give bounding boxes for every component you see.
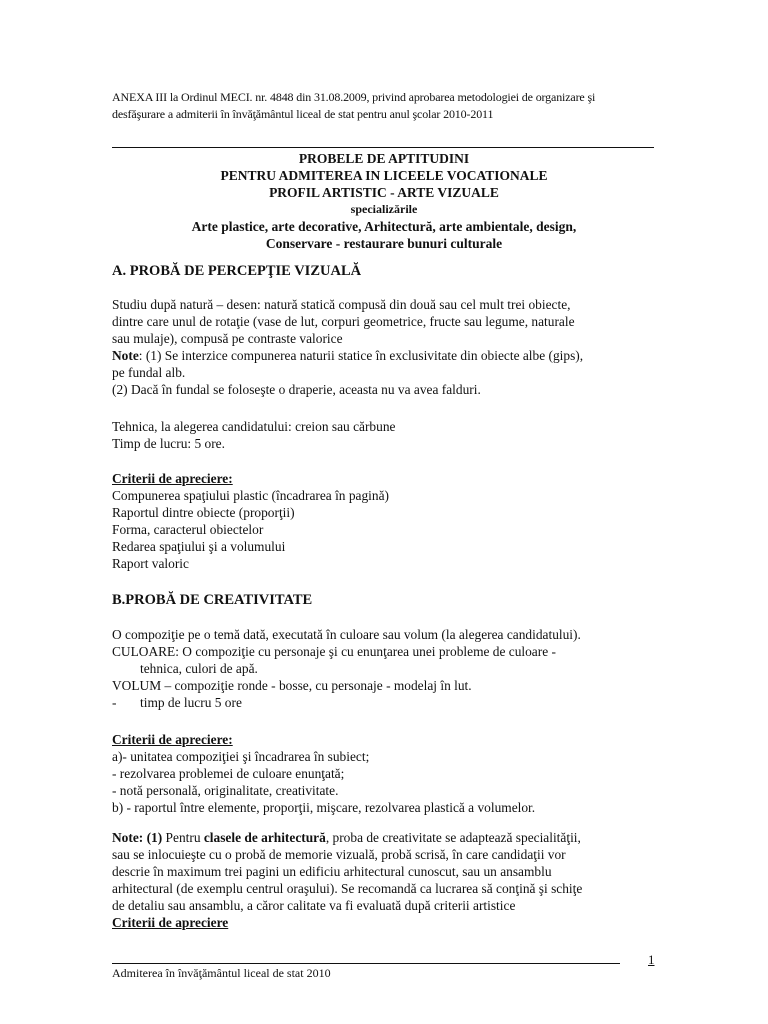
section-a-p1-line2: dintre care unul de rotaţie (vase de lut, corpuri geometrice, fructe sau legume, naturale — [112, 314, 575, 329]
section-a-paragraph — [112, 296, 656, 398]
criteria-b-item: - rezolvarea problemei de culoare enunţată; — [112, 766, 345, 781]
note-text: : (1) Se interzice compunerea naturii statice în exclusivitate din obiecte albe (gips), — [138, 348, 584, 363]
section-a-note-line1 — [112, 347, 656, 364]
section-b-p3: VOLUM – compoziţie ronde - bosse, cu personaje - modelaj în lut. — [112, 678, 472, 693]
note-label: Note — [112, 348, 139, 363]
annex-line-2: desfăşurare a admiterii în învăţământul liceal de stat pentru anul şcolar 2010-2011 — [112, 107, 494, 121]
technique-line: Tehnica, la alegerea candidatului: creion sau cărbune — [112, 419, 396, 434]
title-line-5: Arte plastice, arte decorative, Arhitectură, arte ambientale, design, — [191, 219, 577, 234]
criteria-a-item: Forma, caracterul obiectelor — [112, 522, 264, 537]
document-page — [112, 0, 656, 1024]
section-a-note-line2: pe fundal alb. — [112, 365, 186, 380]
page-number: 1 — [648, 952, 655, 967]
note-b-line2: sau se inlocuieşte cu o probă de memorie vizuală, probă scrisă, în care candidaţii vor — [112, 847, 566, 862]
note-b-line3: descrie în maximum trei pagini un edificiu arhitectural cunoscut, sau un ansamblu — [112, 864, 552, 879]
note-b-label: Note: (1) — [112, 830, 163, 845]
title-line-4: specializările — [350, 202, 418, 216]
section-b-criteria — [112, 731, 656, 816]
note-b-line1 — [112, 829, 656, 846]
title-line-2: PENTRU ADMITEREA IN LICEELE VOCATIONALE — [220, 168, 548, 183]
criteria-a-item: Raport valoric — [112, 556, 189, 571]
section-a-p1-line1: Studiu după natură – desen: natură statică compusă din două sau cel mult trei obiecte, — [112, 297, 571, 312]
section-a-note-line3: (2) Dacă în fundal se foloseşte o draperie, aceasta nu va avea falduri. — [112, 382, 481, 397]
note-b-line5: de detaliu sau ansamblu, a căror calitate va fi evaluată după criterii artistice — [112, 898, 516, 913]
note-b-bold: clasele de arhitectură — [203, 830, 326, 845]
section-a-technique — [112, 418, 656, 452]
document-title — [112, 150, 656, 252]
criteria-a-item: Redarea spaţiului şi a volumului — [112, 539, 286, 554]
title-line-3: PROFIL ARTISTIC - ARTE VIZUALE — [269, 185, 499, 200]
criteria-b-item: - notă personală, originalitate, creativitate. — [112, 783, 339, 798]
header-divider — [112, 147, 654, 148]
time-text: timp de lucru 5 ore — [140, 695, 242, 710]
criteria-b-item: b) - raportul între elemente, proporţii, mişcare, rezolvarea plastică a volumelor. — [112, 800, 536, 815]
criteria-b-item: a)- unitatea compoziţiei şi încadrarea în subiect; — [112, 749, 370, 764]
criteria-a-item: Raportul dintre obiecte (proporţii) — [112, 505, 295, 520]
section-a-heading: A. PROBĂ DE PERCEPŢIE VIZUALĂ — [112, 263, 362, 279]
footer-divider — [112, 963, 620, 964]
note-b-text-b: , proba de creativitate se adaptează specialităţii, — [325, 830, 581, 845]
section-a-p1-line3: sau mulaje), compusă pe contraste valorice — [112, 331, 343, 346]
section-b-heading: B.PROBĂ DE CREATIVITATE — [112, 592, 313, 608]
annex-header — [112, 89, 656, 123]
section-b-p2-line1: CULOARE: O compoziţie cu personaje şi cu enunţarea unei probleme de culoare - — [112, 644, 556, 659]
section-b-p1: O compoziţie pe o temă dată, executată în culoare sau volum (la alegerea candidatului). — [112, 627, 581, 642]
criteria-a-item: Compunerea spaţiului plastic (încadrarea în pagină) — [112, 488, 390, 503]
criteria-heading-a: Criterii de apreciere: — [112, 471, 233, 486]
section-b-p2-line2: tehnica, culori de apă. — [140, 661, 258, 676]
annex-line-1: ANEXA III la Ordinul MECI. nr. 4848 din 31.08.2009, privind aprobarea metodologiei de organizare şi — [112, 90, 596, 104]
note-b-line4: arhitectural (de exemplu centrul oraşului). Se recomandă ca lucrarea să conţină şi schiţe — [112, 881, 583, 896]
note-b-text-a: Pentru — [162, 830, 204, 845]
dash-bullet: - — [112, 695, 117, 710]
section-b-p4 — [112, 694, 656, 711]
title-line-1: PROBELE DE APTITUDINI — [298, 151, 470, 166]
section-b-paragraph — [112, 626, 656, 711]
title-line-6: Conservare - restaurare bunuri culturale — [265, 236, 503, 251]
criteria-heading-b2: Criterii de apreciere — [112, 915, 229, 930]
time-line: Timp de lucru: 5 ore. — [112, 436, 225, 451]
criteria-heading-b: Criterii de apreciere: — [112, 732, 233, 747]
footer-text: Admiterea în învăţământul liceal de stat 2010 — [112, 966, 331, 980]
section-a-criteria — [112, 470, 656, 572]
section-b-note — [112, 829, 656, 931]
